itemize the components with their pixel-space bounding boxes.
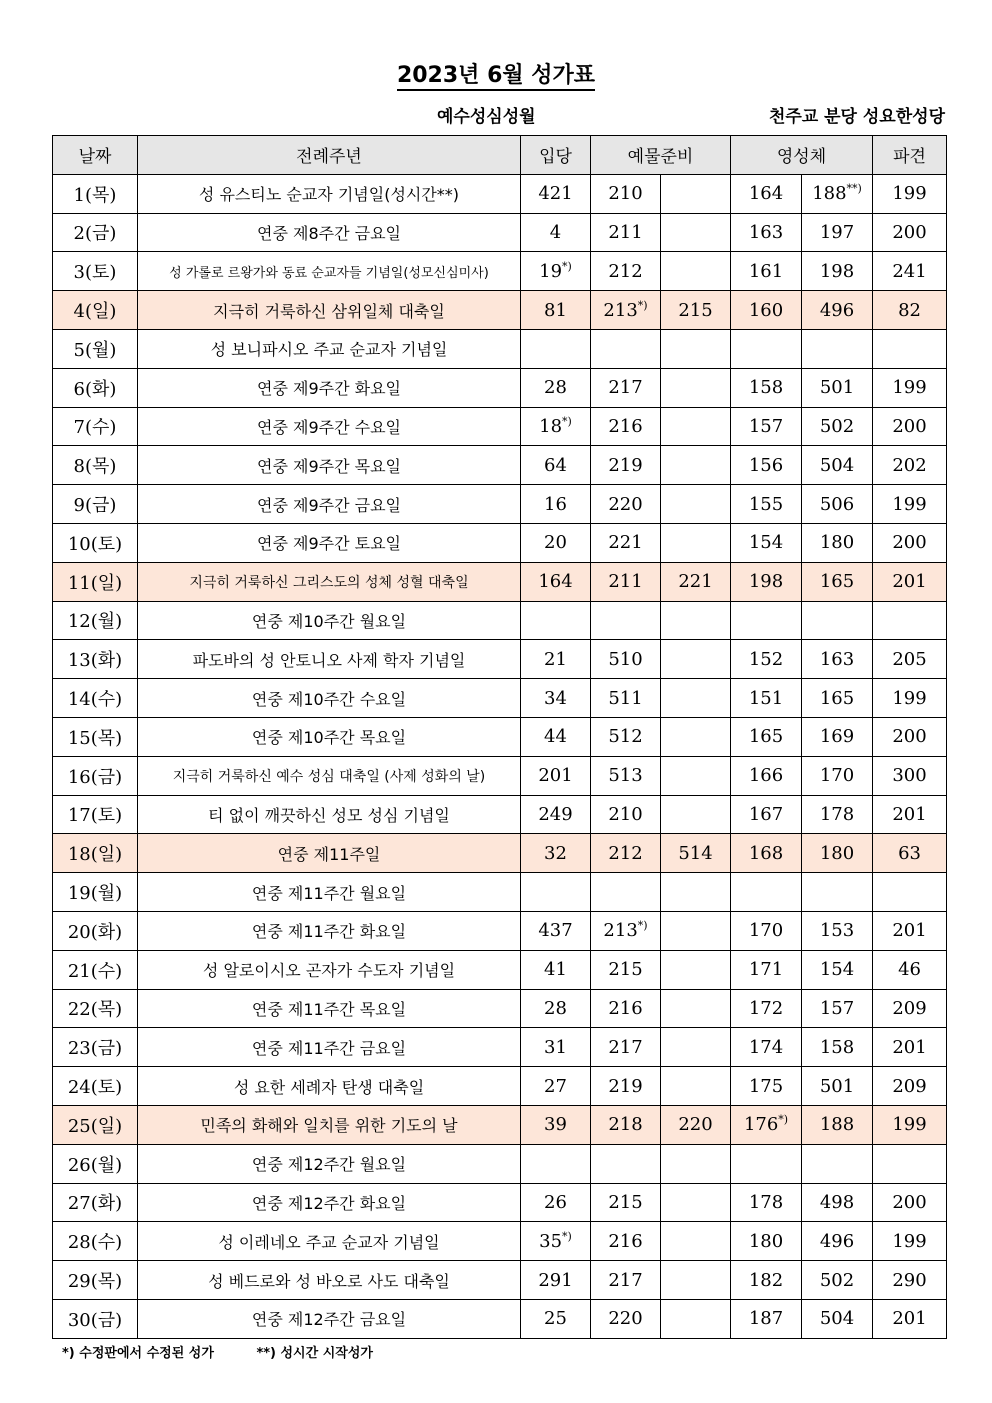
cell-dismissal: 200 <box>873 717 947 756</box>
cell-offertory-1: 215 <box>591 1183 661 1222</box>
cell-date: 29(목) <box>53 1261 138 1300</box>
table-row <box>53 1183 947 1222</box>
cell-date: 8(목) <box>53 446 138 485</box>
cell-feast: 연중 제12주간 월요일 <box>138 1144 521 1183</box>
cell-communion-2 <box>802 873 873 912</box>
cell-offertory-1: 217 <box>591 368 661 407</box>
cell-entrance: 21 <box>521 640 591 679</box>
cell-entrance: 28 <box>521 368 591 407</box>
table-row <box>53 213 947 252</box>
cell-communion-1: 161 <box>731 252 802 291</box>
cell-offertory-2 <box>661 679 731 718</box>
table-row <box>53 795 947 834</box>
footnote-revised: *) 수정판에서 수정된 성가 <box>62 1346 214 1361</box>
cell-communion-1: 156 <box>731 446 802 485</box>
cell-feast: 연중 제11주간 화요일 <box>138 911 521 950</box>
cell-dismissal: 200 <box>873 407 947 446</box>
cell-offertory-2 <box>661 756 731 795</box>
cell-communion-2: 165 <box>802 679 873 718</box>
table-row <box>53 873 947 912</box>
cell-feast: 연중 제9주간 토요일 <box>138 523 521 562</box>
cell-communion-1: 170 <box>731 911 802 950</box>
cell-feast: 지극히 거룩하신 예수 성심 대축일 (사제 성화의 날) <box>138 756 521 795</box>
revision-mark: *) <box>562 259 572 273</box>
cell-date: 20(화) <box>53 911 138 950</box>
cell-offertory-1 <box>591 873 661 912</box>
cell-date: 24(토) <box>53 1067 138 1106</box>
header-offertory: 예물준비 <box>591 136 731 175</box>
table-header-row <box>53 136 947 175</box>
cell-offertory-1 <box>591 329 661 368</box>
cell-offertory-1: 216 <box>591 407 661 446</box>
cell-dismissal: 209 <box>873 1067 947 1106</box>
cell-communion-1: 175 <box>731 1067 802 1106</box>
cell-date: 21(수) <box>53 950 138 989</box>
table-row <box>53 679 947 718</box>
cell-communion-2: 169 <box>802 717 873 756</box>
cell-date: 7(수) <box>53 407 138 446</box>
cell-offertory-2 <box>661 950 731 989</box>
cell-communion-1: 182 <box>731 1261 802 1300</box>
cell-communion-2: 180 <box>802 523 873 562</box>
cell-feast: 연중 제9주간 목요일 <box>138 446 521 485</box>
header-entrance: 입당 <box>521 136 591 175</box>
cell-communion-1: 158 <box>731 368 802 407</box>
cell-entrance: 201 <box>521 756 591 795</box>
cell-entrance: 249 <box>521 795 591 834</box>
cell-communion-2: 501 <box>802 1067 873 1106</box>
cell-entrance: 4 <box>521 213 591 252</box>
table-row <box>53 446 947 485</box>
cell-date: 13(화) <box>53 640 138 679</box>
cell-date: 9(금) <box>53 485 138 524</box>
cell-dismissal: 205 <box>873 640 947 679</box>
cell-offertory-1: 511 <box>591 679 661 718</box>
cell-date: 18(일) <box>53 834 138 873</box>
cell-feast: 성 알로이시오 곤자가 수도자 기념일 <box>138 950 521 989</box>
cell-offertory-1: 512 <box>591 717 661 756</box>
table-row <box>53 1105 947 1144</box>
table-row <box>53 601 947 640</box>
cell-offertory-2 <box>661 1299 731 1338</box>
cell-feast: 민족의 화해와 일치를 위한 기도의 날 <box>138 1105 521 1144</box>
cell-feast: 성 가롤로 르왕가와 동료 순교자들 기념일(성모신심미사) <box>138 252 521 291</box>
cell-communion-2: 197 <box>802 213 873 252</box>
cell-entrance: 34 <box>521 679 591 718</box>
cell-entrance: 27 <box>521 1067 591 1106</box>
cell-feast: 지극히 거룩하신 그리스도의 성체 성혈 대축일 <box>138 562 521 601</box>
cell-date: 11(일) <box>53 562 138 601</box>
cell-feast: 성 유스티노 순교자 기념일(성시간**) <box>138 174 521 213</box>
cell-feast: 파도바의 성 안토니오 사제 학자 기념일 <box>138 640 521 679</box>
revision-mark: *) <box>778 1113 789 1127</box>
cell-communion-1: 163 <box>731 213 802 252</box>
table-row <box>53 329 947 368</box>
cell-dismissal <box>873 1144 947 1183</box>
cell-offertory-1: 218 <box>591 1105 661 1144</box>
cell-entrance: 81 <box>521 291 591 330</box>
cell-date: 17(토) <box>53 795 138 834</box>
cell-feast: 지극히 거룩하신 삼위일체 대축일 <box>138 291 521 330</box>
cell-communion-2: 153 <box>802 911 873 950</box>
cell-offertory-2 <box>661 523 731 562</box>
cell-date: 22(목) <box>53 989 138 1028</box>
cell-offertory-1: 216 <box>591 1222 661 1261</box>
cell-offertory-2 <box>661 601 731 640</box>
cell-dismissal: 200 <box>873 1183 947 1222</box>
cell-entrance: 44 <box>521 717 591 756</box>
cell-communion-1: 151 <box>731 679 802 718</box>
cell-communion-1: 166 <box>731 756 802 795</box>
table-row <box>53 640 947 679</box>
cell-offertory-1: 211 <box>591 562 661 601</box>
cell-date: 23(금) <box>53 1028 138 1067</box>
cell-offertory-2 <box>661 1222 731 1261</box>
cell-feast: 연중 제12주간 금요일 <box>138 1299 521 1338</box>
cell-feast: 성 요한 세례자 탄생 대축일 <box>138 1067 521 1106</box>
cell-communion-2: 502 <box>802 407 873 446</box>
cell-communion-1: 176*) <box>731 1105 802 1144</box>
table-row <box>53 717 947 756</box>
cell-date: 10(토) <box>53 523 138 562</box>
cell-date: 15(목) <box>53 717 138 756</box>
cell-feast: 연중 제8주간 금요일 <box>138 213 521 252</box>
cell-communion-2: 198 <box>802 252 873 291</box>
cell-offertory-2 <box>661 873 731 912</box>
table-row <box>53 950 947 989</box>
cell-dismissal: 241 <box>873 252 947 291</box>
cell-communion-1: 171 <box>731 950 802 989</box>
table-row <box>53 1261 947 1300</box>
table-row <box>53 1299 947 1338</box>
table-row <box>53 368 947 407</box>
cell-entrance: 18*) <box>521 407 591 446</box>
cell-dismissal: 201 <box>873 1299 947 1338</box>
cell-entrance <box>521 873 591 912</box>
table-body <box>53 174 947 1338</box>
cell-dismissal: 82 <box>873 291 947 330</box>
cell-dismissal: 200 <box>873 523 947 562</box>
cell-feast: 연중 제11주일 <box>138 834 521 873</box>
cell-communion-1: 167 <box>731 795 802 834</box>
table-row <box>53 1067 947 1106</box>
month-dedication: 예수성심성월 <box>437 107 536 127</box>
cell-offertory-1: 221 <box>591 523 661 562</box>
cell-entrance: 164 <box>521 562 591 601</box>
cell-offertory-1: 213*) <box>591 911 661 950</box>
cell-date: 28(수) <box>53 1222 138 1261</box>
cell-feast: 연중 제11주간 금요일 <box>138 1028 521 1067</box>
cell-feast: 성 이레네오 주교 순교자 기념일 <box>138 1222 521 1261</box>
cell-dismissal: 63 <box>873 834 947 873</box>
footnote-holy-hour: **) 성시간 시작성가 <box>256 1346 373 1361</box>
cell-communion-1: 168 <box>731 834 802 873</box>
cell-communion-2: 496 <box>802 291 873 330</box>
table-row <box>53 1028 947 1067</box>
cell-date: 2(금) <box>53 213 138 252</box>
revision-mark: **) <box>846 182 862 196</box>
cell-feast: 연중 제11주간 목요일 <box>138 989 521 1028</box>
cell-date: 19(월) <box>53 873 138 912</box>
cell-dismissal: 199 <box>873 1105 947 1144</box>
cell-communion-1: 172 <box>731 989 802 1028</box>
cell-entrance: 437 <box>521 911 591 950</box>
cell-offertory-2 <box>661 368 731 407</box>
cell-offertory-1: 513 <box>591 756 661 795</box>
cell-communion-1 <box>731 601 802 640</box>
cell-dismissal: 201 <box>873 562 947 601</box>
cell-date: 14(수) <box>53 679 138 718</box>
cell-entrance: 20 <box>521 523 591 562</box>
cell-communion-2 <box>802 601 873 640</box>
table-row <box>53 989 947 1028</box>
cell-communion-2: 498 <box>802 1183 873 1222</box>
cell-offertory-2 <box>661 1261 731 1300</box>
cell-dismissal: 209 <box>873 989 947 1028</box>
cell-communion-1: 165 <box>731 717 802 756</box>
header-dismissal: 파견 <box>873 136 947 175</box>
cell-offertory-1 <box>591 601 661 640</box>
cell-feast: 연중 제10주간 월요일 <box>138 601 521 640</box>
page-title: 2023년 6월 성가표 <box>0 58 992 89</box>
cell-dismissal: 201 <box>873 795 947 834</box>
cell-dismissal: 199 <box>873 1222 947 1261</box>
cell-dismissal <box>873 329 947 368</box>
cell-date: 16(금) <box>53 756 138 795</box>
cell-communion-2: 506 <box>802 485 873 524</box>
cell-offertory-2 <box>661 795 731 834</box>
cell-offertory-2 <box>661 446 731 485</box>
cell-feast: 연중 제10주간 수요일 <box>138 679 521 718</box>
cell-communion-2: 163 <box>802 640 873 679</box>
cell-communion-2: 170 <box>802 756 873 795</box>
cell-offertory-2 <box>661 911 731 950</box>
cell-entrance: 64 <box>521 446 591 485</box>
table-row <box>53 523 947 562</box>
cell-communion-2: 165 <box>802 562 873 601</box>
cell-date: 25(일) <box>53 1105 138 1144</box>
table-row <box>53 562 947 601</box>
cell-offertory-2 <box>661 1144 731 1183</box>
cell-communion-1: 155 <box>731 485 802 524</box>
cell-offertory-1: 220 <box>591 1299 661 1338</box>
cell-communion-2: 188 <box>802 1105 873 1144</box>
cell-dismissal <box>873 601 947 640</box>
cell-dismissal: 201 <box>873 911 947 950</box>
cell-offertory-1: 220 <box>591 485 661 524</box>
cell-entrance: 291 <box>521 1261 591 1300</box>
cell-entrance: 39 <box>521 1105 591 1144</box>
cell-feast: 연중 제9주간 수요일 <box>138 407 521 446</box>
cell-dismissal: 200 <box>873 213 947 252</box>
cell-entrance: 421 <box>521 174 591 213</box>
cell-dismissal <box>873 873 947 912</box>
cell-feast: 연중 제9주간 화요일 <box>138 368 521 407</box>
cell-offertory-2 <box>661 407 731 446</box>
cell-communion-1: 174 <box>731 1028 802 1067</box>
cell-dismissal: 199 <box>873 174 947 213</box>
cell-date: 30(금) <box>53 1299 138 1338</box>
cell-offertory-1: 217 <box>591 1261 661 1300</box>
cell-offertory-1: 210 <box>591 174 661 213</box>
cell-offertory-2 <box>661 1028 731 1067</box>
parish-name: 천주교 분당 성요한성당 <box>768 107 945 127</box>
cell-offertory-2 <box>661 213 731 252</box>
cell-communion-2: 157 <box>802 989 873 1028</box>
cell-date: 1(목) <box>53 174 138 213</box>
cell-feast: 연중 제10주간 목요일 <box>138 717 521 756</box>
cell-feast: 티 없이 깨끗하신 성모 성심 기념일 <box>138 795 521 834</box>
cell-entrance: 28 <box>521 989 591 1028</box>
cell-offertory-1: 219 <box>591 1067 661 1106</box>
cell-entrance: 41 <box>521 950 591 989</box>
cell-communion-1: 164 <box>731 174 802 213</box>
cell-offertory-2 <box>661 174 731 213</box>
cell-dismissal: 199 <box>873 679 947 718</box>
cell-entrance: 19*) <box>521 252 591 291</box>
cell-communion-1 <box>731 1144 802 1183</box>
cell-communion-1: 154 <box>731 523 802 562</box>
cell-communion-2: 158 <box>802 1028 873 1067</box>
revision-mark: *) <box>637 298 648 312</box>
table-row <box>53 291 947 330</box>
cell-entrance: 31 <box>521 1028 591 1067</box>
revision-mark: *) <box>562 1229 572 1243</box>
table-row <box>53 1222 947 1261</box>
cell-offertory-1: 217 <box>591 1028 661 1067</box>
cell-communion-1 <box>731 873 802 912</box>
cell-communion-2: 501 <box>802 368 873 407</box>
cell-communion-2: 178 <box>802 795 873 834</box>
cell-date: 6(화) <box>53 368 138 407</box>
cell-communion-2: 504 <box>802 446 873 485</box>
table-row <box>53 911 947 950</box>
table-row <box>53 485 947 524</box>
cell-dismissal: 199 <box>873 485 947 524</box>
cell-offertory-1: 212 <box>591 252 661 291</box>
cell-offertory-1: 210 <box>591 795 661 834</box>
cell-dismissal: 199 <box>873 368 947 407</box>
cell-offertory-1: 213*) <box>591 291 661 330</box>
cell-feast: 연중 제11주간 월요일 <box>138 873 521 912</box>
cell-offertory-2 <box>661 1067 731 1106</box>
cell-offertory-1: 510 <box>591 640 661 679</box>
cell-feast: 성 베드로와 성 바오로 사도 대축일 <box>138 1261 521 1300</box>
cell-communion-1: 157 <box>731 407 802 446</box>
cell-offertory-2: 215 <box>661 291 731 330</box>
cell-dismissal: 290 <box>873 1261 947 1300</box>
revision-mark: *) <box>562 414 572 428</box>
cell-offertory-2 <box>661 717 731 756</box>
cell-communion-1: 160 <box>731 291 802 330</box>
cell-entrance <box>521 1144 591 1183</box>
cell-feast: 연중 제9주간 금요일 <box>138 485 521 524</box>
cell-entrance: 32 <box>521 834 591 873</box>
cell-communion-1: 198 <box>731 562 802 601</box>
cell-date: 27(화) <box>53 1183 138 1222</box>
header-communion: 영성체 <box>731 136 873 175</box>
cell-offertory-1: 212 <box>591 834 661 873</box>
header-date: 날짜 <box>53 136 138 175</box>
cell-offertory-2: 221 <box>661 562 731 601</box>
cell-communion-2: 496 <box>802 1222 873 1261</box>
cell-date: 4(일) <box>53 291 138 330</box>
table-row <box>53 252 947 291</box>
cell-offertory-1 <box>591 1144 661 1183</box>
cell-communion-1 <box>731 329 802 368</box>
cell-entrance <box>521 329 591 368</box>
cell-communion-2: 502 <box>802 1261 873 1300</box>
cell-offertory-2: 514 <box>661 834 731 873</box>
cell-entrance: 16 <box>521 485 591 524</box>
cell-dismissal: 300 <box>873 756 947 795</box>
cell-communion-2: 180 <box>802 834 873 873</box>
header-feast: 전례주년 <box>138 136 521 175</box>
cell-offertory-1: 219 <box>591 446 661 485</box>
table-row <box>53 1144 947 1183</box>
cell-entrance <box>521 601 591 640</box>
cell-feast: 성 보니파시오 주교 순교자 기념일 <box>138 329 521 368</box>
table-row <box>53 174 947 213</box>
cell-offertory-2 <box>661 1183 731 1222</box>
cell-communion-2 <box>802 329 873 368</box>
cell-date: 12(월) <box>53 601 138 640</box>
cell-offertory-2 <box>661 329 731 368</box>
cell-dismissal: 46 <box>873 950 947 989</box>
cell-communion-2 <box>802 1144 873 1183</box>
revision-mark: *) <box>637 919 648 933</box>
cell-communion-1: 178 <box>731 1183 802 1222</box>
cell-entrance: 25 <box>521 1299 591 1338</box>
cell-offertory-1: 211 <box>591 213 661 252</box>
cell-dismissal: 201 <box>873 1028 947 1067</box>
cell-communion-2: 154 <box>802 950 873 989</box>
cell-communion-2: 188**) <box>802 174 873 213</box>
cell-communion-1: 152 <box>731 640 802 679</box>
cell-entrance: 35*) <box>521 1222 591 1261</box>
cell-offertory-2 <box>661 640 731 679</box>
cell-feast: 연중 제12주간 화요일 <box>138 1183 521 1222</box>
cell-communion-2: 504 <box>802 1299 873 1338</box>
cell-offertory-2 <box>661 252 731 291</box>
cell-offertory-2 <box>661 989 731 1028</box>
cell-offertory-1: 216 <box>591 989 661 1028</box>
cell-offertory-1: 215 <box>591 950 661 989</box>
cell-dismissal: 202 <box>873 446 947 485</box>
table-row <box>53 407 947 446</box>
cell-communion-1: 180 <box>731 1222 802 1261</box>
hymn-schedule-table <box>52 135 947 1339</box>
cell-date: 26(월) <box>53 1144 138 1183</box>
cell-entrance: 26 <box>521 1183 591 1222</box>
cell-offertory-2: 220 <box>661 1105 731 1144</box>
footnotes <box>62 1342 411 1361</box>
cell-offertory-2 <box>661 485 731 524</box>
cell-communion-1: 187 <box>731 1299 802 1338</box>
table-row <box>53 834 947 873</box>
table-row <box>53 756 947 795</box>
cell-date: 5(월) <box>53 329 138 368</box>
cell-date: 3(토) <box>53 252 138 291</box>
